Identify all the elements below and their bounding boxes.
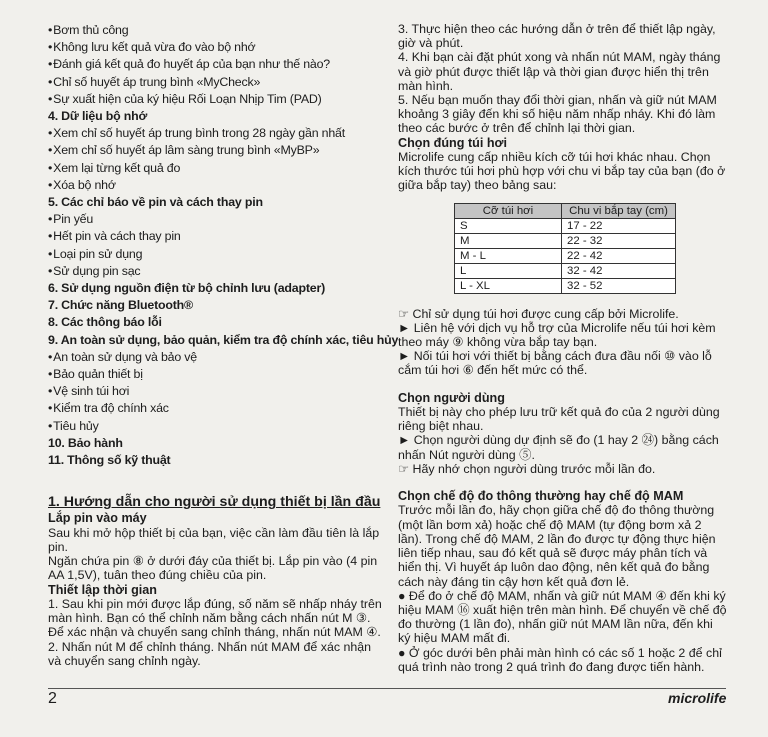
bullet-icon: • — [48, 401, 53, 416]
toc-item — [48, 56, 383, 73]
toc-item — [48, 160, 383, 177]
table-cell-size: S — [455, 218, 562, 233]
table-cell-size: M — [455, 233, 562, 248]
table-row — [455, 233, 676, 248]
toc-item-label: Pin yếu — [53, 212, 94, 227]
toc-item — [48, 142, 383, 159]
toc-item — [48, 228, 383, 245]
cuff-note-support: ► Liên hệ với dịch vụ hỗ trợ của Microlife nếu túi hơi kèm theo máy ⑨ không vừa bắp tay bạn. — [398, 320, 716, 350]
bullet-icon: • — [48, 349, 53, 364]
user-selection-step: ► Chọn người dùng dự định sẽ đo (1 hay 2 ㉔) bằng cách nhấn Nút người dùng ⑤. — [398, 433, 719, 462]
bullet-icon: • — [48, 246, 53, 261]
toc-item — [48, 22, 383, 39]
toc-item — [48, 211, 383, 228]
time-setting-step-4: 4. Khi bạn cài đặt phút xong và nhấn nút MAM, ngày tháng và giờ phút được thiết lập và thời gian được hiển thị trên màn hình. — [398, 50, 721, 93]
toc-section-heading — [48, 194, 383, 211]
bullet-icon: • — [48, 160, 53, 175]
bullet-icon: • — [48, 418, 53, 433]
table-row — [455, 263, 676, 278]
toc-section-heading — [48, 332, 399, 349]
bullet-icon: • — [48, 91, 53, 106]
install-battery-text-1: Sau khi mở hộp thiết bị của bạn, việc cần làm đầu tiên là lắp pin. — [48, 525, 380, 554]
table-cell-size: M - L — [455, 248, 562, 263]
toc-item — [48, 400, 383, 417]
section-1-title: 1. Hướng dẫn cho người sử dụng thiết bị lần đầu — [48, 494, 381, 511]
cuff-note-connect: ► Nối túi hơi với thiết bị bằng cách đưa đầu nối ⑩ vào lỗ cắm túi hơi ⑥ đến hết mức có thể. — [398, 349, 712, 378]
toc-section-heading — [48, 297, 383, 314]
toc-item-label: An toàn sử dụng và bảo vệ — [53, 349, 197, 364]
page-number: 2 — [48, 690, 57, 707]
table-row — [455, 278, 676, 293]
toc-item-label: 9. An toàn sử dụng, bảo quản, kiểm tra độ chính xác, tiêu hủy — [48, 332, 399, 347]
table-cell-circumference: 32 - 42 — [562, 263, 676, 278]
table-header-cell: Cỡ túi hơi — [455, 203, 562, 218]
toc-item-label: Xem chỉ số huyết áp trung bình trong 28 ngày gần nhất — [53, 126, 345, 141]
toc-item-label: Đánh giá kết quả đo huyết áp của bạn như thế nào? — [53, 57, 330, 72]
bullet-icon: • — [48, 177, 53, 192]
toc-item — [48, 383, 383, 400]
user-selection-heading: Chọn người dùng — [398, 390, 505, 405]
toc-item — [48, 418, 383, 435]
time-setting-heading: Thiết lập thời gian — [48, 582, 158, 597]
mode-selection-heading: Chọn chế độ đo thông thường hay chế độ MAM — [398, 489, 684, 504]
toc-section-heading — [48, 314, 383, 331]
toc-item-label: Bảo quản thiết bị — [53, 367, 143, 382]
bullet-icon: • — [48, 57, 53, 72]
table-header-cell: Chu vi bắp tay (cm) — [562, 203, 676, 218]
toc-section-heading — [48, 452, 383, 469]
table-header-row — [455, 203, 676, 218]
toc-item-label: Vệ sinh túi hơi — [53, 384, 130, 399]
toc-item-label: Sử dụng pin sạc — [53, 263, 141, 278]
bullet-icon: • — [48, 212, 53, 227]
table-of-contents — [48, 22, 399, 469]
toc-item — [48, 263, 383, 280]
toc-item-label: 8. Các thông báo lỗi — [48, 315, 162, 330]
bullet-icon: • — [48, 74, 53, 89]
toc-item-label: Xem lại từng kết quả đo — [53, 160, 181, 175]
toc-item — [48, 125, 383, 142]
table-cell-size: L - XL — [455, 278, 562, 293]
time-setting-step-5: 5. Nếu bạn muốn thay đổi thời gian, nhấn và giữ nút MAM khoảng 3 giây đến khi số hiệu năm nhấp nháy. Khi đó làm theo các bước ở trên để chỉnh lại thời gian. — [398, 93, 717, 136]
toc-item-label: 11. Thông số kỹ thuật — [48, 453, 171, 468]
footer-divider — [48, 688, 726, 689]
toc-item-label: 7. Chức năng Bluetooth® — [48, 298, 193, 313]
right-column — [398, 22, 728, 674]
table-cell-circumference: 32 - 52 — [562, 278, 676, 293]
toc-item-label: 10. Bảo hành — [48, 435, 123, 450]
table-cell-circumference: 22 - 42 — [562, 248, 676, 263]
bullet-icon: • — [48, 229, 53, 244]
mode-selection-bullet-2: ● Ở góc dưới bên phải màn hình có các số 1 hoặc 2 để chỉ quá trình nào trong 2 quá trình đo đang được tiến hành. — [398, 645, 722, 674]
toc-item-label: Bơm thủ công — [53, 23, 129, 37]
toc-item-label: Xóa bộ nhớ — [53, 177, 116, 192]
bullet-icon: • — [48, 367, 53, 382]
table-cell-size: L — [455, 263, 562, 278]
cuff-selection-text: Microlife cung cấp nhiều kích cỡ túi hơi khác nhau. Chọn kích thước túi hơi phù hợp với chu vi bắp tay của bạn (đo ở giữa bắp tay) theo bảng sau: — [398, 150, 726, 193]
table-cell-circumference: 17 - 22 — [562, 218, 676, 233]
toc-item — [48, 349, 383, 366]
bullet-icon: • — [48, 143, 53, 158]
toc-item-label: Loại pin sử dụng — [53, 246, 143, 261]
toc-item-label: Sự xuất hiện của ký hiệu Rối Loạn Nhịp Tim (PAD) — [53, 91, 322, 106]
toc-section-heading — [48, 435, 383, 452]
bullet-icon: • — [48, 40, 53, 55]
cuff-size-table — [454, 203, 676, 294]
toc-item-label: Hết pin và cách thay pin — [53, 229, 181, 244]
toc-item — [48, 177, 383, 194]
toc-section-heading — [48, 280, 383, 297]
table-row — [455, 248, 676, 263]
toc-item-label: 5. Các chỉ báo về pin và cách thay pin — [48, 195, 263, 210]
toc-item-label: Không lưu kết quả vừa đo vào bộ nhớ — [53, 40, 256, 55]
bullet-icon: • — [48, 126, 53, 141]
bullet-icon: • — [48, 23, 53, 37]
toc-item-label: 4. Dữ liệu bộ nhớ — [48, 109, 148, 124]
left-column — [48, 22, 399, 668]
toc-section-heading — [48, 108, 383, 125]
toc-item-label: Kiểm tra độ chính xác — [53, 401, 169, 416]
toc-item-label: 6. Sử dụng nguồn điện từ bộ chỉnh lưu (adapter) — [48, 281, 326, 296]
install-battery-text-2: Ngăn chứa pin ⑧ ở dưới đáy của thiết bị. Lắp pin vào (4 pin AA 1,5V), tuân theo đúng chiều của pin. — [48, 554, 378, 583]
time-setting-step-1: 1. Sau khi pin mới được lắp đúng, số năm sẽ nhấp nháy trên màn hình. Bạn có thể chỉnh năm bằng cách nhấn nút M ③. Để xác nhận và chuyển sang chỉnh tháng, nhấn nút MAM ④. — [48, 596, 382, 640]
toc-item — [48, 74, 383, 91]
toc-item — [48, 366, 383, 383]
table-cell-circumference: 22 - 32 — [562, 233, 676, 248]
cuff-selection-heading: Chọn đúng túi hơi — [398, 135, 507, 150]
user-selection-note: ☞ Hãy nhớ chọn người dùng trước mỗi lần đo. — [398, 461, 656, 476]
toc-item-label: Tiêu hủy — [53, 418, 99, 433]
toc-item — [48, 39, 383, 56]
user-selection-text: Thiết bị này cho phép lưu trữ kết quả đo của 2 người dùng riêng biệt nhau. — [398, 405, 720, 434]
time-setting-step-2: 2. Nhấn nút M để chỉnh tháng. Nhấn nút MAM để xác nhận và chuyển sang chỉnh ngày. — [48, 639, 372, 668]
bullet-icon: • — [48, 384, 53, 399]
table-row — [455, 218, 676, 233]
brand-logo: microlife — [668, 690, 727, 706]
toc-item — [48, 246, 383, 263]
cuff-note-original: ☞ Chỉ sử dụng túi hơi được cung cấp bởi Microlife. — [398, 306, 679, 321]
install-battery-heading: Lắp pin vào máy — [48, 511, 147, 526]
toc-item — [48, 91, 383, 108]
mode-selection-bullet-1: ● Để đo ở chế độ MAM, nhấn và giữ nút MAM ④ đến khi ký hiệu MAM ⑯ xuất hiện trên màn hình. Để chuyển về chế độ đo thường (1 lần đo), nhấn giữ nút MAM lần nữa, đến khi ký hiệu MAM mất đi. — [398, 588, 727, 646]
toc-item-label: Chỉ số huyết áp trung bình «MyCheck» — [53, 74, 261, 89]
time-setting-step-3: 3. Thực hiện theo các hướng dẫn ở trên để thiết lập ngày, giờ và phút. — [398, 22, 716, 51]
mode-selection-text: Trước mỗi lần đo, hãy chọn giữa chế độ đo thông thường (một lần bơm xả) hoặc chế độ MAM (tự động bơm xả 2 lần). Trong chế độ MAM, 2 lần đo được tự động thực hiện liên tiếp nhau, sau đó kết quả sẽ được máy phân tích và hiển thị. Vì huyết áp luôn dao động, nên kết quả đo bằng cách này đáng tin cậy hơn kết quả đơn lẻ. — [398, 503, 716, 589]
toc-item-label: Xem chỉ số huyết áp lâm sàng trung bình «MyBP» — [53, 143, 320, 158]
bullet-icon: • — [48, 263, 53, 278]
